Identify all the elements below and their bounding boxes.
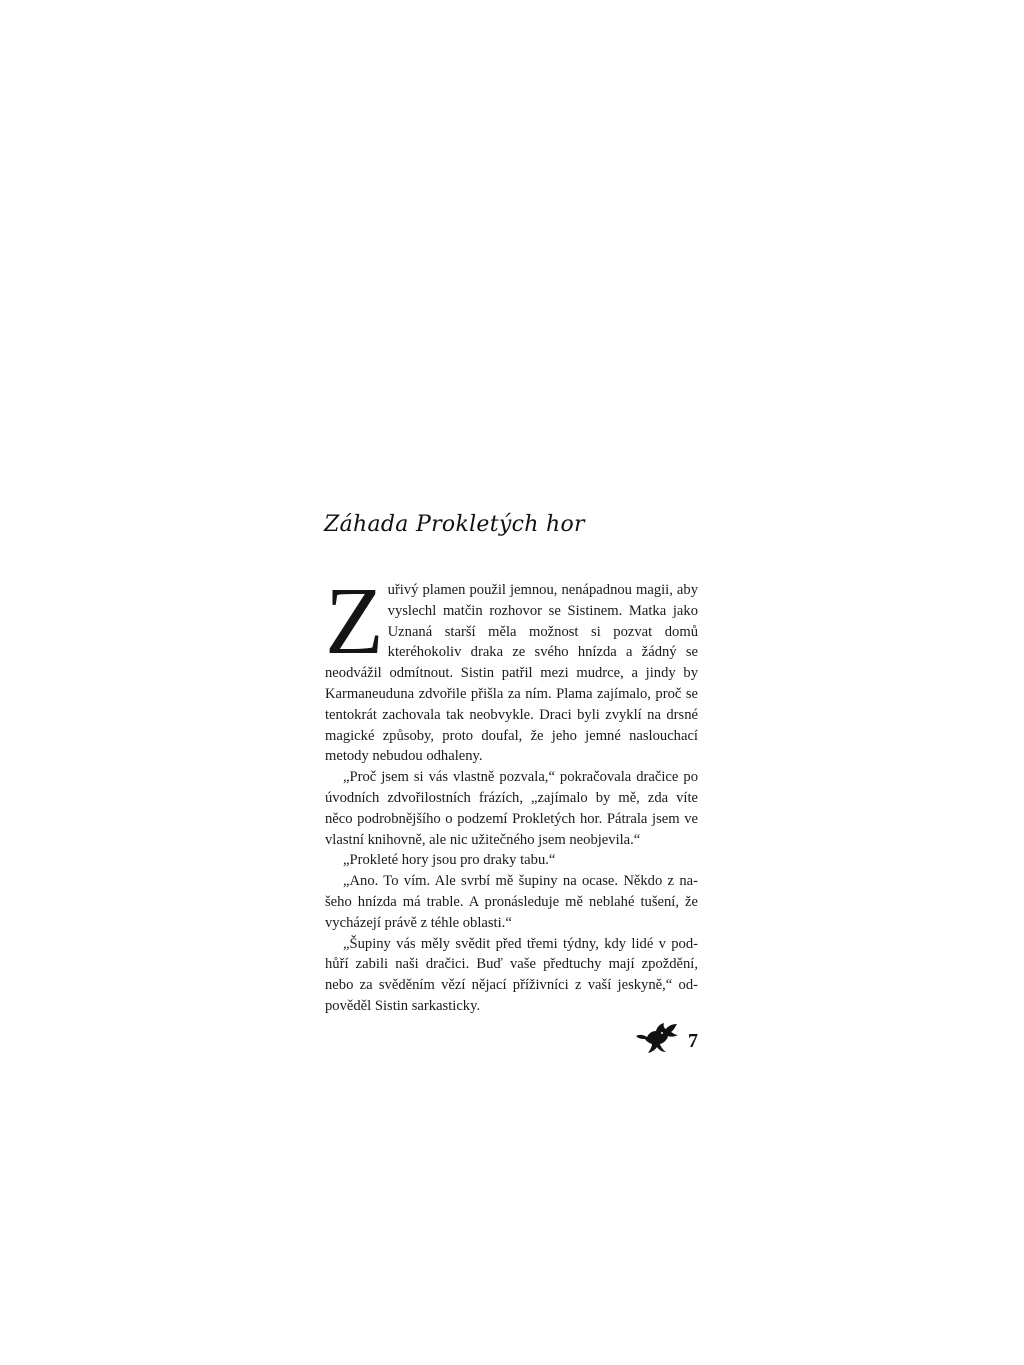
page-footer: [600, 1018, 700, 1062]
paragraph-3: „Prokleté hory jsou pro draky tabu.“: [343, 852, 556, 869]
paragraph-1: [325, 567, 698, 767]
body-text: [325, 567, 698, 1017]
paragraph-1-text: uřivý plamen použil jemnou, nenápadnou magii, aby vyslechl matčin rozhovor se Sistinem. Matka jako Uznaná starší měla možnost si pozvat domů kteréhokoliv draka ze svého hnízda a žádný se neodvážil odmítnout. Sistin patřil mezi mudrce, a jindy by Karmaneuduna zdvořile přišla za ním. Plama zajímalo, proč se tentokrát zachovala tak neobvykle. Draci byli zvyklí na drsné magické způsoby, proto doufal, že jeho jemné naslouchací metody nebudou odhaleny.: [325, 582, 698, 765]
paragraph-4: „Ano. To vím. Ale svrbí mě šupiny na ocase. Někdo z našeho hnízda má trable. A pronásleduje mě neblahé tušení, že vycházejí právě z téhle oblasti.“: [325, 873, 698, 931]
paragraph-2: „Proč jsem si vás vlastně pozvala,“ pokračovala dračice po úvodních zdvořilostních frázích, „zajímalo by mě, zda víte něco podrobnějšího o podzemí Prokletých hor. Pátrala jsem ve vlastní knihovně, ale nic užitečného jsem neobjevila.“: [325, 769, 698, 848]
paragraph-5: „Šupiny vás měly svědit před třemi týdny, kdy lidé v podhůří zabili naši dračici. Buď vaše předtuchy mají zpoždění, nebo za svěděním vězí nějací příživníci z vaší jeskyně,“ odpověděl Sistin sarkasticky.: [325, 935, 698, 1014]
chapter-title: Záhada Prokletých hor: [324, 512, 585, 537]
dragon-icon: [634, 1020, 680, 1056]
drop-cap: Z: [325, 567, 384, 674]
page-number: 7: [688, 1030, 698, 1052]
